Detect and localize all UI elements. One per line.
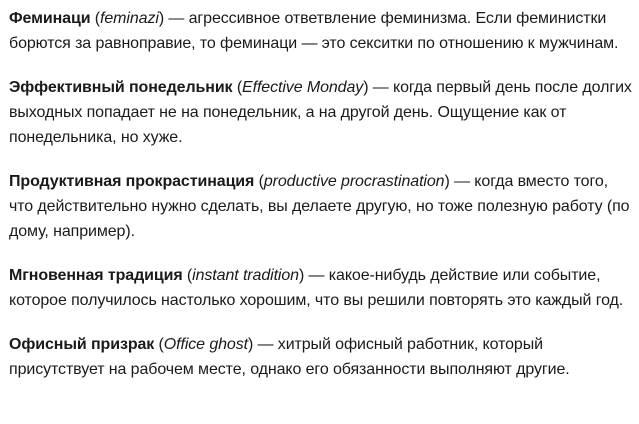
glossary-entry-effective-monday: Эффективный понедельник (Effective Monday) — когда первый день после долгих выходных попадает не на понедельник, а на другой день. Ощущение как от понедельника, но хуже. (9, 79, 632, 146)
entry-original: productive procrastination (263, 173, 445, 190)
entry-definition: — какое-нибудь действие или событие, которое получилось настолько хорошим, что вы решили повторять это каждый год. (9, 267, 624, 309)
entry-original: feminazi (100, 10, 159, 27)
glossary-entry-instant-tradition: Мгновенная традиция (instant tradition) — какое-нибудь действие или событие, которое получилось настолько хорошим, что вы решили повторять это каждый год. (9, 267, 624, 309)
entry-definition: — агрессивное ответвление феминизма. Если феминистки борются за равноправие, то феминаци — это секситки по отношению к мужчинам. (9, 10, 619, 52)
entry-term: Продуктивная прокрастинация (9, 173, 255, 190)
glossary-entry-feminazi: Феминаци (feminazi) — агрессивное ответвление феминизма. Если феминистки борются за равноправие, то феминаци — это секситки по отношению к мужчинам. (9, 10, 619, 52)
entry-original: Office ghost (163, 336, 248, 353)
entry-term: Феминаци (9, 10, 91, 27)
glossary-entry-office-ghost: Офисный призрак (Office ghost) — хитрый офисный работник, который присутствует на рабочем месте, однако его обязанности выполняют другие. (9, 336, 570, 378)
entry-term: Эффективный понедельник (9, 79, 233, 96)
entry-definition: — хитрый офисный работник, который присутствует на рабочем месте, однако его обязанности выполняют другие. (9, 336, 570, 378)
entry-definition: — когда вместо того, что действительно нужно сделать, вы делаете другую, но тоже полезную работу (по дому, например). (9, 173, 630, 240)
entry-definition: — когда первый день после долгих выходных попадает не на понедельник, а на другой день. Ощущение как от понедельника, но хуже. (9, 79, 632, 146)
entry-original: Effective Monday (242, 79, 364, 96)
glossary-entry-productive-procrastination: Продуктивная прокрастинация (productive procrastination) — когда вместо того, что действительно нужно сделать, вы делаете другую, но тоже полезную работу (по дому, например). (9, 173, 630, 240)
entry-term: Офисный призрак (9, 336, 155, 353)
entry-original: instant tradition (192, 267, 299, 284)
entry-term: Мгновенная традиция (9, 267, 183, 284)
